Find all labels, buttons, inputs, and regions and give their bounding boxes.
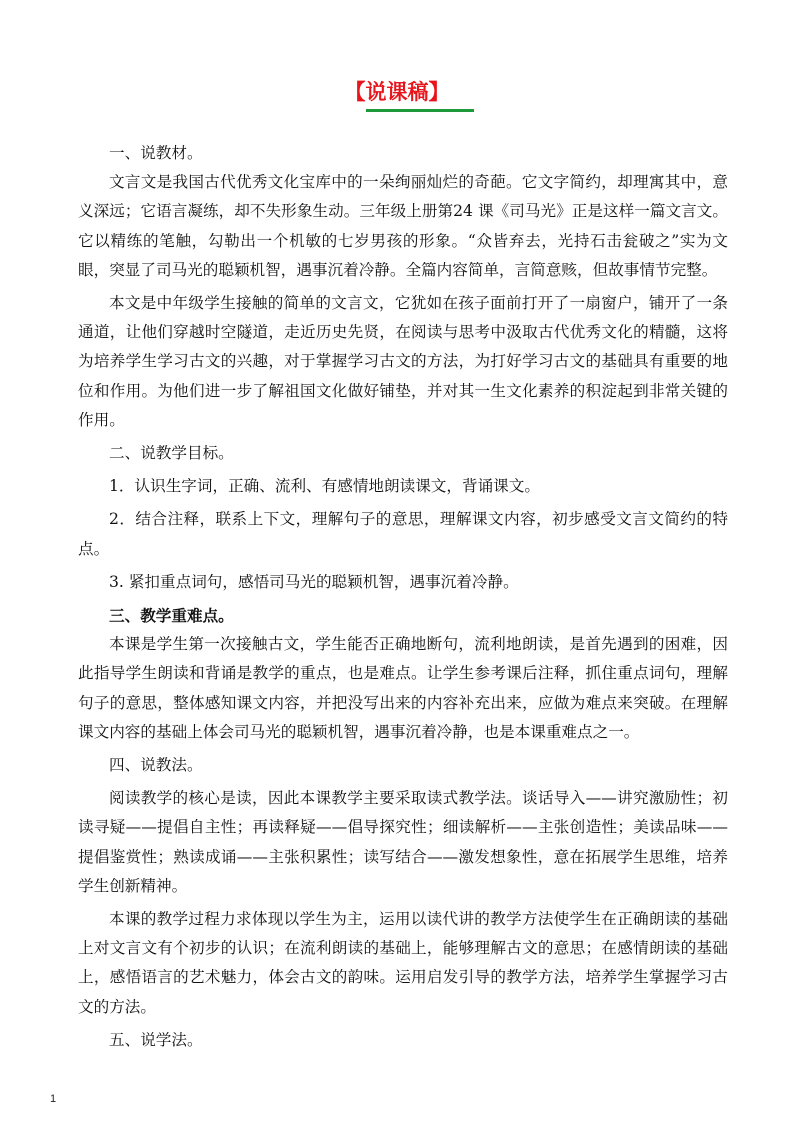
section-heading-teaching-method: 四、说教法。 [109,756,203,775]
paragraph: 本课的教学过程力求体现以学生为主，运用以读代讲的教学方法使学生在正确朗读的基础上对文言文有个初步的认识；在流利朗读的基础上，能够理解古文的意思；在感情朗读的基础上，感悟语言的艺术魅力，体会古文的韵味。运用启发引导的教学方法，培养学生掌握学习古文的方法。 [78,910,728,1016]
section-heading-key-points: 三、教学重难点。 [109,606,234,626]
page-number: 1 [50,1093,57,1105]
paragraph: 阅读教学的核心是读，因此本课教学主要采取读式教学法。谈话导入——讲究激励性；初读寻疑——提倡自主性；再读释疑——倡导探究性；细读解析——主张创造性；美读品味——提倡鉴赏性；熟读成诵——主张积累性；读写结合——激发想象性，意在拓展学生思维，培养学生创新精神。 [78,789,728,895]
paragraph: 文言文是我国古代优秀文化宝库中的一朵绚丽灿烂的奇葩。它文字简约，却理寓其中，意义深远；它语言凝练，却不失形象生动。三年级上册第24 课《司马光》正是这样一篇文言文。它以精练的笔触，勾勒出一个机敏的七岁男孩的形象。“众皆弃去，光持石击瓮破之”实为文眼，突显了司马光的聪颖机智，遇事沉着冷静。全篇内容简单，言简意赅，但故事情节完整。 [78,173,728,279]
goal-item: 2．结合注释，联系上下文，理解句子的意思，理解课文内容，初步感受文言文简约的特点。 [78,510,728,558]
section-heading-textbook: 一、说教材。 [109,144,203,162]
page-title: 【说课稿】 [344,80,450,104]
goal-item: 1．认识生字词，正确、流利、有感情地朗读课文，背诵课文。 [109,477,540,496]
paragraph: 本文是中年级学生接触的简单的文言文，它犹如在孩子面前打开了一扇窗户，铺开了一条通道，让他们穿越时空隧道，走近历史先贤，在阅读与思考中汲取古代优秀文化的精髓，这将为培养学生学习古文的兴趣，对于掌握学习古文的方法，为打好学习古文的基础具有重要的地位和作用。为他们进一步了解祖国文化做好铺垫，并对其一生文化素养的积淀起到非常关键的作用。 [78,294,728,429]
goal-item: 3. 紧扣重点词句，感悟司马光的聪颖机智，遇事沉着冷静。 [109,572,519,591]
document-body [78,139,728,1055]
title-underline [366,109,474,112]
title-container [0,78,794,106]
section-heading-learning-method: 五、说学法。 [109,1030,203,1049]
paragraph: 本课是学生第一次接触古文，学生能否正确地断句，流利地朗读，是首先遇到的困难，因此指导学生朗读和背诵是教学的重点，也是难点。让学生参考课后注释，抓住重点词句，理解句子的意思，整体感知课文内容，并把没写出来的内容补充出来，应做为难点来突破。在理解课文内容的基础上体会司马光的聪颖机智，遇事沉着冷静，也是本课重难点之一。 [78,635,728,741]
section-heading-goals: 二、说教学目标。 [109,444,234,463]
